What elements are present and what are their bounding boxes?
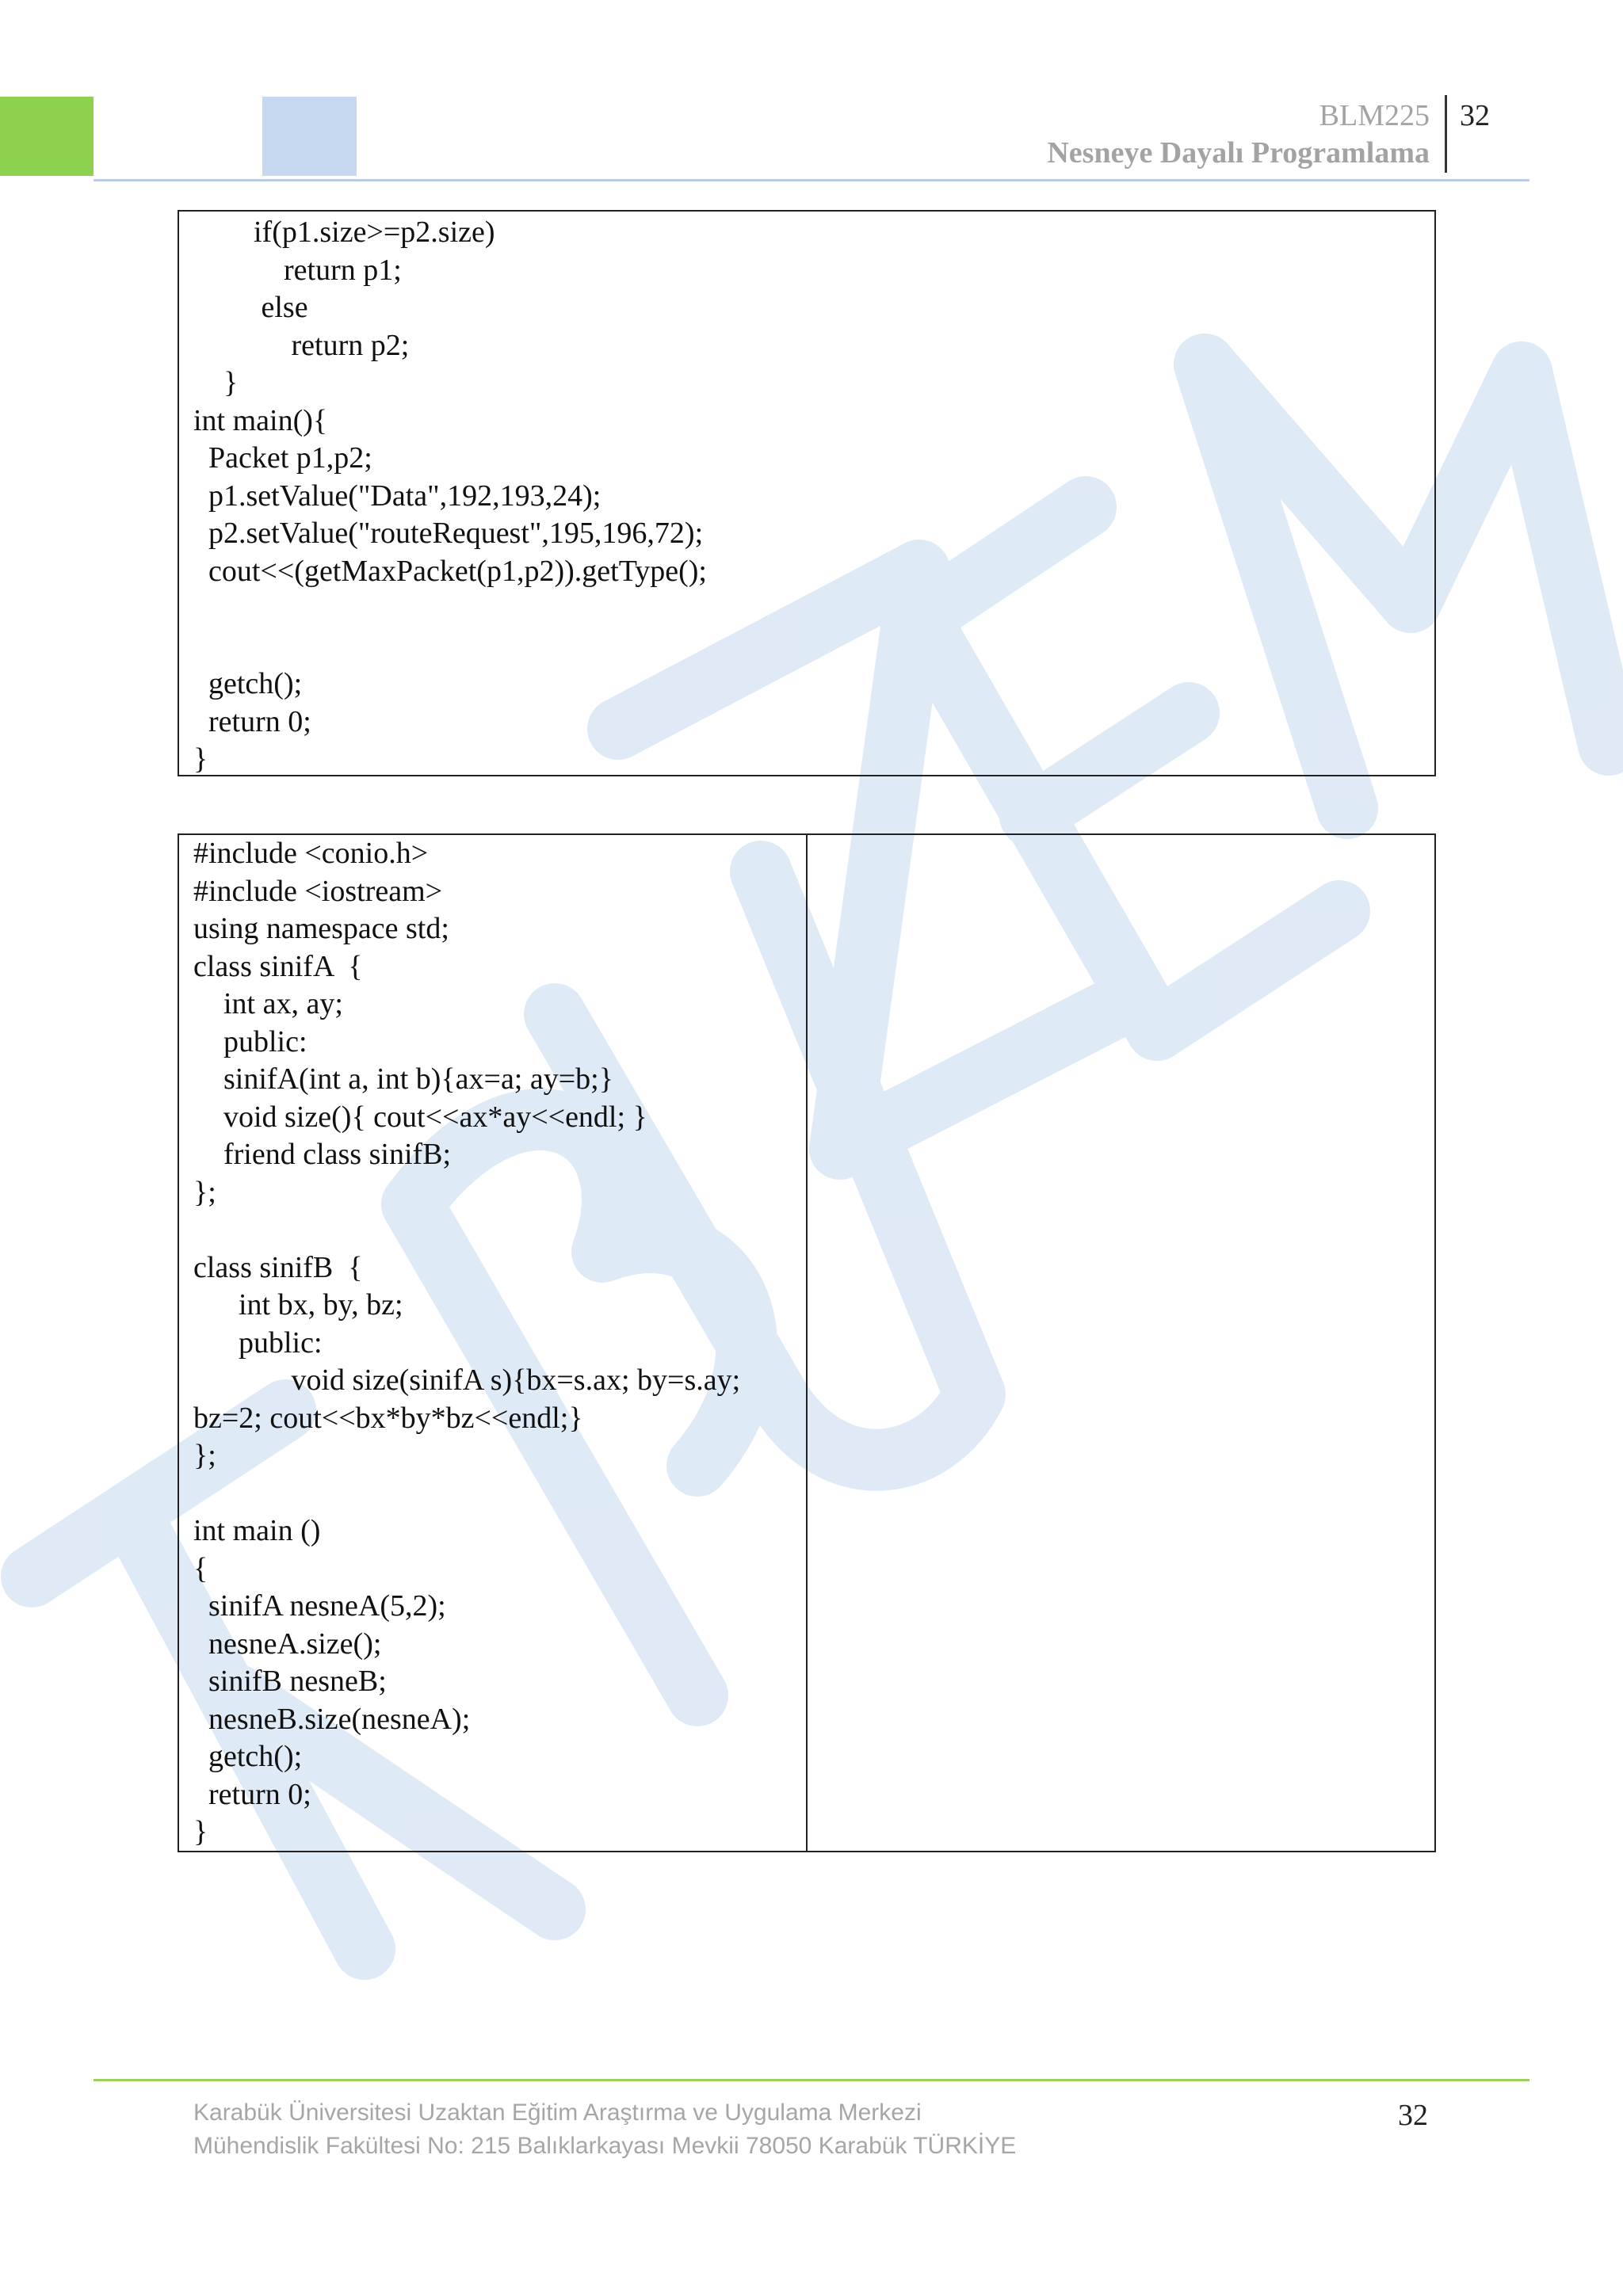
- code-1-line: p2.setValue("routeRequest",195,196,72);: [193, 517, 704, 550]
- code-2-line: return 0;: [193, 1777, 311, 1811]
- code-1-line: [193, 628, 1434, 666]
- code-2-line: friend class sinifB;: [193, 1138, 452, 1171]
- code-2-line: [193, 1475, 806, 1513]
- code-2-line: public:: [193, 1325, 323, 1360]
- code-2-line: getch();: [193, 1740, 303, 1773]
- course-code: BLM225: [1319, 99, 1430, 132]
- code-1-line: cout<<(getMaxPacket(p1,p2)).getType();: [193, 554, 707, 588]
- code-1-line: getch();: [193, 667, 303, 700]
- code-2-line: nesneB.size(nesneA);: [193, 1702, 471, 1736]
- code-2-line: }: [193, 1815, 208, 1848]
- code-2-line: sinifA(int a, int b){ax=a; ay=b;}: [193, 1062, 613, 1096]
- header-green-block: [0, 97, 94, 176]
- code-2-line: public:: [193, 1024, 307, 1058]
- code-1-line: return 0;: [193, 704, 311, 738]
- code-2-line: using namespace std;: [193, 912, 449, 945]
- code-2-line: bz=2; cout<<bx*by*bz<<endl;}: [193, 1401, 583, 1435]
- code-2-line: [193, 1211, 806, 1249]
- code-2-line: };: [193, 1175, 216, 1209]
- course-title: Nesneye Dayalı Programlama: [1047, 136, 1430, 170]
- code-2-line: int main (): [193, 1514, 321, 1547]
- code-listing-1: [193, 214, 1434, 779]
- code-1-line: return p1;: [193, 253, 402, 287]
- code-2-line: nesneA.size();: [193, 1627, 382, 1661]
- header-divider: [1445, 95, 1447, 173]
- code-2-line: #include <conio.h>: [193, 837, 429, 870]
- code-1-line: if(p1.size>=p2.size): [193, 215, 495, 249]
- code-1-line: Packet p1,p2;: [193, 441, 372, 475]
- code-1-line: p1.setValue("Data",192,193,24);: [193, 479, 601, 513]
- code-2-line: };: [193, 1439, 216, 1472]
- code-1-line: [193, 590, 1434, 628]
- footer-page-number: 32: [1398, 2099, 1428, 2132]
- code-box-2: [178, 833, 1436, 1852]
- header-rule: [94, 179, 1529, 181]
- code-1-line: return p2;: [193, 328, 410, 362]
- header-blue-block: [262, 97, 357, 176]
- code-cell-left: [179, 835, 808, 1851]
- code-1-line: }: [193, 366, 239, 399]
- code-2-line: int bx, by, bz;: [193, 1288, 403, 1322]
- code-2-line: sinifA nesneA(5,2);: [193, 1589, 446, 1623]
- code-1-line: }: [193, 742, 208, 776]
- code-2-line: void size(){ cout<<ax*ay<<endl; }: [193, 1100, 647, 1134]
- code-2-line: sinifB nesneB;: [193, 1665, 387, 1698]
- code-1-line: else: [193, 291, 308, 324]
- footer-institution: Karabük Üniversitesi Uzaktan Eğitim Araştırma ve Uygulama Merkezi: [193, 2100, 922, 2126]
- code-box-1: [178, 210, 1436, 776]
- code-2-line: class sinifB {: [193, 1250, 363, 1284]
- code-2-line: {: [193, 1551, 208, 1585]
- code-listing-2: [193, 835, 806, 1852]
- code-1-line: int main(){: [193, 403, 328, 437]
- code-2-line: int ax, ay;: [193, 987, 343, 1020]
- header-page-number: 32: [1460, 99, 1490, 132]
- code-cell-right-empty: [809, 835, 1434, 1851]
- code-2-line: class sinifA {: [193, 949, 363, 983]
- code-2-line: #include <iostream>: [193, 874, 443, 908]
- code-2-line: void size(sinifA s){bx=s.ax; by=s.ay;: [193, 1363, 741, 1397]
- footer-address: Mühendislik Fakültesi No: 215 Balıklarkayası Mevkii 78050 Karabük TÜRKİYE: [193, 2133, 1017, 2159]
- footer-rule: [94, 2079, 1529, 2081]
